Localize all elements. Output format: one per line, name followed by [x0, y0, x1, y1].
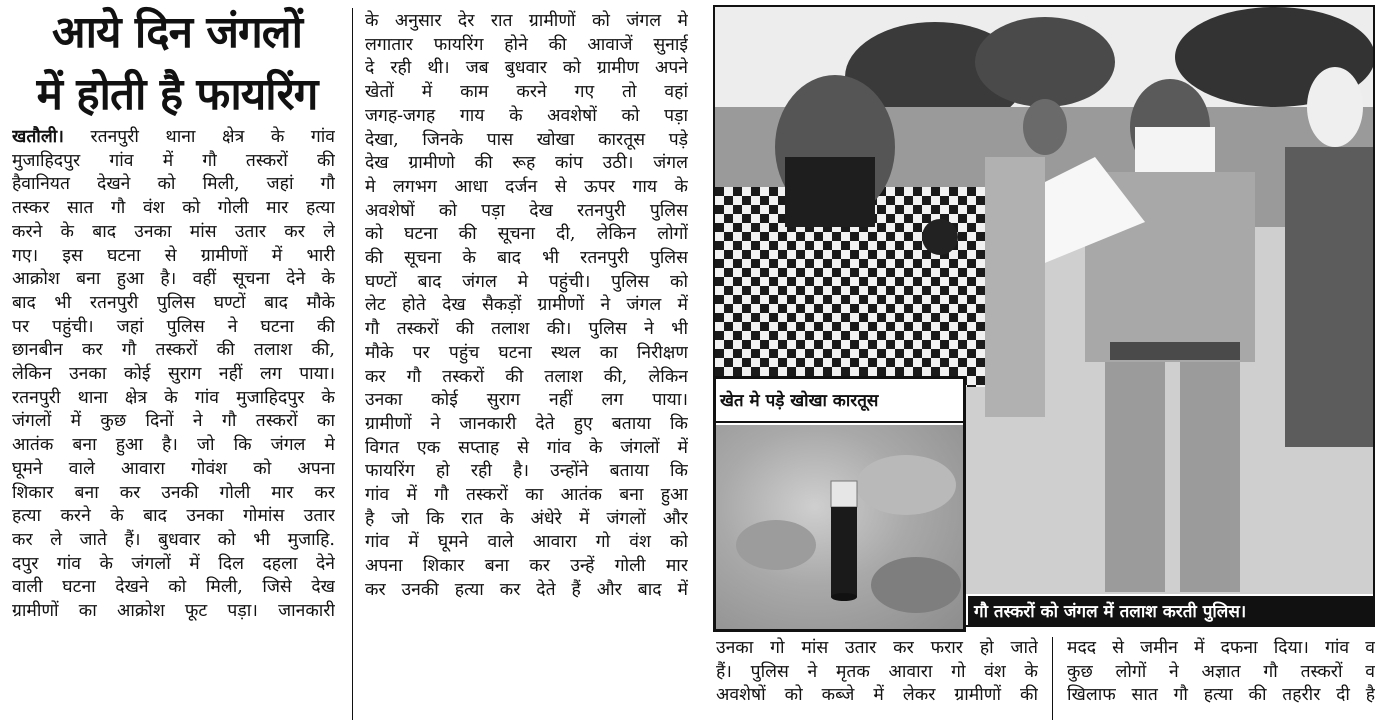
article-line: विगत एक सप्ताह से गांव के जंगलों में	[365, 437, 688, 458]
article-line: रतनपुरी थाना क्षेत्र के गांव मुजाहिदपुर के	[12, 387, 335, 408]
article-column-3	[716, 637, 1038, 708]
inset-photo-caption: खेत मे पड़े खोखा कारतूस	[716, 379, 963, 423]
article-line: आतंक बना हुआ है। जो कि जंगल मे	[12, 435, 335, 456]
article-line: लगातार फायरिंग होने की आवाजें सुनाई	[365, 34, 688, 55]
article-line: अवशेषों को कब्जे में लेकर ग्रामीणों की	[716, 685, 1038, 706]
article-line: अपना शिकार बना कर उन्हें गोली मार	[365, 556, 688, 577]
article-line: गांव में गौ तस्करों का आतंक बना हुआ	[365, 485, 688, 506]
headline-line-2: में होती है फायरिंग	[36, 69, 318, 120]
main-photo-caption: गौ तस्करों को जंगल में तलाश करती पुलिस।	[966, 594, 1375, 627]
article-line: पर पहुंची। जहां पुलिस ने घटना की	[12, 316, 335, 337]
article-line: जंगलों में कुछ दिनों ने गौ तस्करों का	[12, 411, 335, 432]
article-line: मुजाहिदपुर गांव में गौ तस्करों की	[12, 150, 335, 171]
article-line: उनका कोई सुराग नहीं लग पाया।	[365, 390, 688, 411]
article-line: वाली घटना देखने को मिली, जिसे देख	[12, 577, 335, 598]
article-line: देखा, जिनके पास खोखा कारतूस पड़े	[365, 129, 688, 150]
article-line: घण्टों बाद जंगल मे पहुंची। पुलिस को	[365, 271, 688, 292]
article-line: को घटना की सूचना दी, लेकिन लोगों	[365, 224, 688, 245]
article-line	[12, 126, 335, 150]
column-divider	[352, 8, 353, 720]
article-line: जगह-जगह गाय के अवशेषों को पड़ा	[365, 105, 688, 126]
article-line: है जो कि रात के अंधेरे में जंगलों और	[365, 508, 688, 529]
article-line: की सूचना के बाद भी रतनपुरी पुलिस	[365, 248, 688, 269]
article-line: गौ तस्करों की तलाश की। पुलिस ने भी	[365, 319, 688, 340]
headline-line-1: आये दिन जंगलों	[52, 7, 302, 58]
article-line: तस्कर सात गौ वंश को गोली मार हत्या	[12, 198, 335, 219]
headline	[8, 2, 346, 126]
article-line-text: रतनपुरी थाना क्षेत्र के गांव	[63, 127, 335, 147]
article-line: उनका गो मांस उतार कर फरार हो जाते	[716, 638, 1038, 658]
article-line: कर गौ तस्करों की तलाश की, लेकिन	[365, 366, 688, 387]
article-line: हैवानियत देखने को मिली, जहां गौ	[12, 174, 335, 195]
article-line: हत्या करने के बाद उनका गोमांस उतार	[12, 506, 335, 527]
article-line: के अनुसार देर रात ग्रामीणों को जंगल मे	[365, 11, 688, 31]
article-line: कुछ लोगों ने अज्ञात गौ तस्करों व	[1067, 661, 1375, 682]
article-line: खिलाफ सात गौ हत्या की तहरीर दी है	[1067, 685, 1375, 706]
article-line: गए। इस घटना से ग्रामीणों में भारी	[12, 245, 335, 266]
cartridge-shell-icon	[716, 425, 963, 629]
article-column-1	[12, 126, 335, 624]
article-line: आक्रोश बना हुआ है। वहीं सूचना देने के	[12, 269, 335, 290]
article-column-2	[365, 10, 688, 603]
article-line: छानबीन कर गौ तस्करों की तलाश की,	[12, 340, 335, 361]
article-line: कर ले जाते हैं। बुधवार को भी मुजाहि.	[12, 529, 335, 550]
cartridge-photo	[716, 425, 963, 629]
article-line: करने के बाद उनका मांस उतार कर ले	[12, 221, 335, 242]
article-line: लेट होते देख सैकड़ों ग्रामीणों ने जंगल में	[365, 295, 688, 316]
article-line: देख ग्रामीणो की रूह कांप उठी। जंगल	[365, 153, 688, 174]
article-dateline: खतौली।	[12, 127, 64, 147]
inset-photo	[713, 376, 966, 632]
article-line: हैं। पुलिस ने मृतक आवारा गो वंश के	[716, 661, 1038, 682]
article-line: दे रही थी। जब बुधवार को ग्रामीण अपने	[365, 58, 688, 79]
article-column-4	[1067, 637, 1375, 708]
article-line: अवशेषों को पड़ा देख रतनपुरी पुलिस	[365, 200, 688, 221]
article-line: खेतों में काम करने गए तो वहां	[365, 82, 688, 103]
article-line: दपुर गांव के जंगलों में दिल दहला देने	[12, 553, 335, 574]
article-line: मे लगभग आधा दर्जन से ऊपर गाय के	[365, 176, 688, 197]
article-line: मदद से जमीन में दफना दिया। गांव व	[1067, 638, 1375, 658]
article-line: फायरिंग हो रही है। उन्होंने बताया कि	[365, 461, 688, 482]
article-line: लेकिन उनका कोई सुराग नहीं लग पाया।	[12, 364, 335, 385]
article-line: ग्रामीणों ने जानकारी देते हुए बताया कि	[365, 413, 688, 434]
article-line: बाद भी रतनपुरी पुलिस घण्टों बाद मौके	[12, 292, 335, 313]
article-line: घूमने वाले आवारा गोवंश को अपना	[12, 458, 335, 479]
article-line: शिकार बना कर उनकी गोली मार कर	[12, 482, 335, 503]
article-line: कर उनकी हत्या कर देते हैं और बाद में	[365, 579, 688, 600]
article-line: मौके पर पहुंच घटना स्थल का निरीक्षण	[365, 342, 688, 363]
column-divider	[1052, 637, 1053, 720]
article-line: ग्रामीणों का आक्रोश फूट पड़ा। जानकारी	[12, 601, 335, 622]
article-line: गांव में घूमने वाले आवारा गो वंश को	[365, 532, 688, 553]
